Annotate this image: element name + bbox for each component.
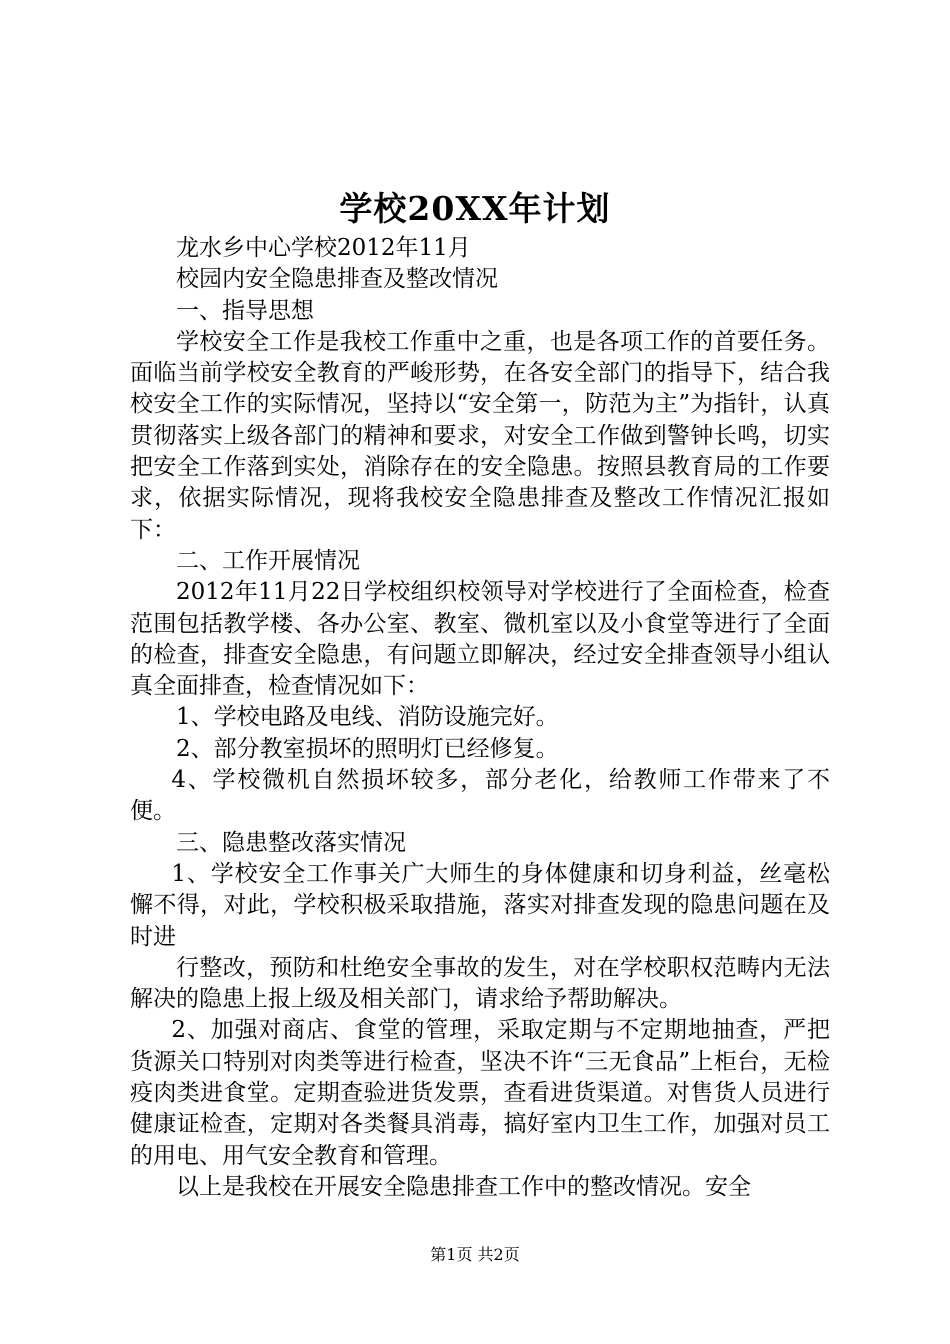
section-heading-rectification: 三、隐患整改落实情况: [176, 829, 406, 856]
paragraph-rectification-1: 1、学校安全工作事关广大师生的身体健康和切身利益，丝毫松懈不得，对此，学校积极采取措施，落实对排查发现的隐患问题在及时进: [130, 860, 830, 950]
section-heading-guiding-thought: 一、指导思想: [176, 297, 314, 324]
school-date-line: 龙水乡中心学校2012年11月: [176, 235, 471, 261]
paragraph-inspection: 2012年11月22日学校组织校领导对学校进行了全面检查，检查范围包括教学楼、各办公室、教室、微机室以及小食堂等进行了全面的检查，排查安全隐患，有问题立即解决，经过安全排查领导小组认真全面排查，检查情况如下：: [130, 579, 830, 700]
page-footer: 第1页 共2页: [430, 1245, 520, 1264]
paragraph-rectification-2: 2、加强对商店、食堂的管理，采取定期与不定期地抽查，严把货源关口特别对肉类等进行检查，坚决不许“三无食品”上柜台，无检疫肉类进食堂。定期查验进货发票，查看进货渠道。对售货人员进行健康证检查，定期对各类餐具消毒，搞好室内卫生工作，加强对员工的用电、用气安全教育和管理。: [130, 1017, 830, 1169]
list-item-computers: 4、学校微机自然损坏较多，部分老化，给教师工作带来了不便。: [130, 767, 830, 825]
paragraph-guiding-thought: 学校安全工作是我校工作重中之重，也是各项工作的首要任务。面临当前学校安全教育的严峻形势，在各安全部门的指导下，结合我校安全工作的实际情况，坚持以“安全第一，防范为主”为指针，认真贯彻落实上级各部门的精神和要求，对安全工作做到警钟长鸣，切实把安全工作落到实处，消除存在的安全隐患。按照县教育局的工作要求，依据实际情况，现将我校安全隐患排查及整改工作情况汇报如下：: [130, 328, 830, 543]
paragraph-conclusion: 以上是我校在开展安全隐患排查工作中的整改情况。安全: [176, 1173, 751, 1200]
list-item-circuits: 1、学校电路及电线、消防设施完好。: [176, 704, 559, 731]
list-item-lighting: 2、部分教室损坏的照明灯已经修复。: [176, 735, 559, 762]
report-subtitle: 校园内安全隐患排查及整改情况: [176, 266, 498, 293]
page-title: 学校20XX年计划: [339, 189, 611, 228]
document-body: [130, 233, 830, 1203]
paragraph-rectification-1-cont: 行整改，预防和杜绝安全事故的发生，对在学校职权范畴内无法解决的隐患上报上级及相关部门，请求给予帮助解决。: [130, 954, 830, 1013]
section-heading-work-progress: 二、工作开展情况: [176, 547, 360, 574]
